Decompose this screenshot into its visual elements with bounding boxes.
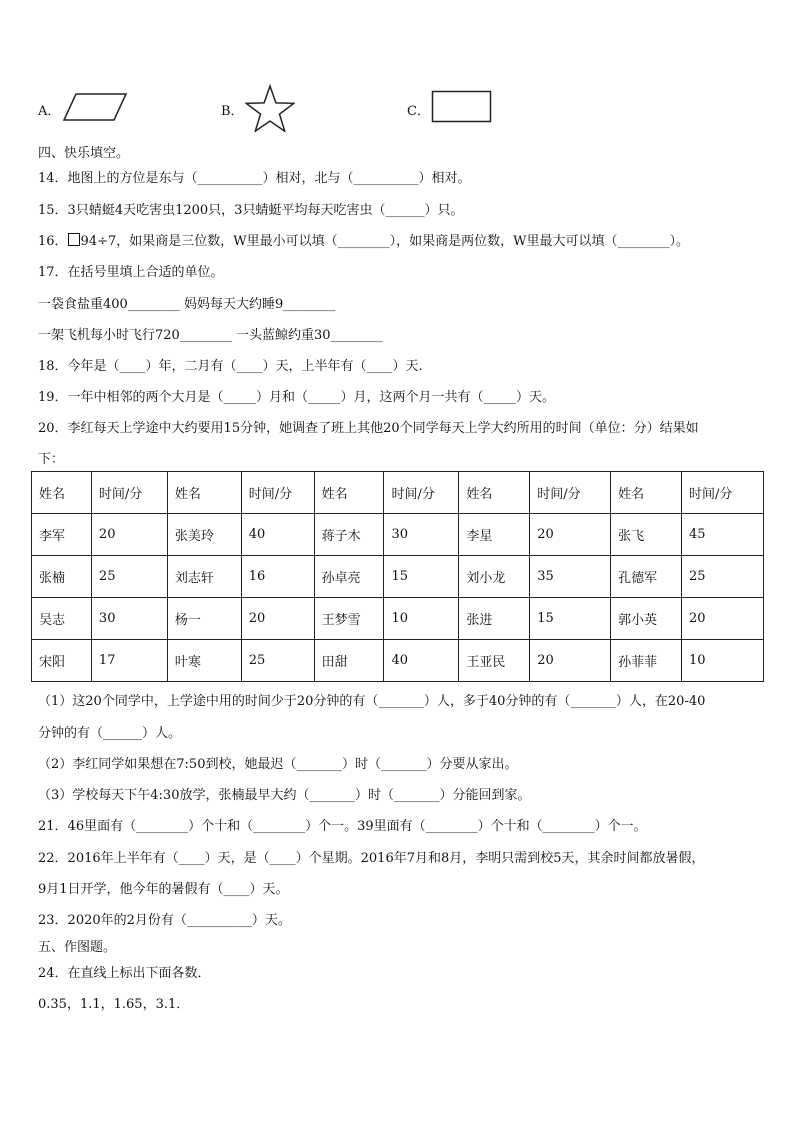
commute-time-table xyxy=(31,471,764,682)
table-cell: 吴志 xyxy=(32,598,92,640)
table-cell: 20 xyxy=(241,598,314,640)
table-cell: 孙卓亮 xyxy=(314,556,384,598)
table-cell: 杨一 xyxy=(167,598,241,640)
table-cell: 张进 xyxy=(459,598,530,640)
table-cell: 35 xyxy=(530,556,611,598)
table-header-cell: 时间/分 xyxy=(241,472,314,514)
table-cell: 20 xyxy=(530,514,611,556)
table-cell: 孔德军 xyxy=(611,556,682,598)
table-row xyxy=(32,556,764,598)
table-cell: 张飞 xyxy=(611,514,682,556)
table-cell: 王亚民 xyxy=(459,640,530,682)
question-20: 20．李红每天上学途中大约要用15分钟，她调查了班上其他20个同学每天上学大约所用的时间（单位：分）结果如 xyxy=(38,421,699,436)
table-cell: 宋阳 xyxy=(32,640,92,682)
table-row xyxy=(32,640,764,682)
table-cell: 16 xyxy=(241,556,314,598)
question-20-part-2: （2）李红同学如果想在7:50到校，她最迟（_______）时（_______）分要从家出。 xyxy=(38,757,518,772)
option-c-label: C． xyxy=(407,104,430,119)
question-16 xyxy=(38,230,689,249)
question-19: 19．一年中相邻的两个大月是（_____）月和（_____）月，这两个月一共有（_____）天。 xyxy=(38,390,556,405)
table-header-row xyxy=(32,472,764,514)
table-header-cell: 时间/分 xyxy=(91,472,167,514)
table-cell: 20 xyxy=(91,514,167,556)
table-cell: 45 xyxy=(682,514,764,556)
question-20-part-1-cont: 分钟的有（______）人。 xyxy=(38,726,182,741)
table-cell: 20 xyxy=(682,598,764,640)
question-23: 23．2020年的2月份有（__________）天。 xyxy=(38,913,291,928)
table-cell: 20 xyxy=(530,640,611,682)
table-cell: 李军 xyxy=(32,514,92,556)
question-24-numbers: 0.35，1.1，1.65，3.1． xyxy=(38,997,190,1012)
table-cell: 30 xyxy=(384,514,459,556)
question-16-text: 94÷7，如果商是三位数，W里最小可以填（________），如果商是两位数，W里最大可以填（________）。 xyxy=(80,234,689,249)
table-cell: 张美玲 xyxy=(167,514,241,556)
table-header-cell: 姓名 xyxy=(459,472,530,514)
table-cell: 叶寒 xyxy=(167,640,241,682)
question-20-cont: 下： xyxy=(38,452,65,467)
question-16-number: 16． xyxy=(38,234,68,249)
table-cell: 张楠 xyxy=(32,556,92,598)
table-header-cell: 姓名 xyxy=(32,472,92,514)
table-cell: 25 xyxy=(91,556,167,598)
question-21: 21．46里面有（________）个十和（________）个一。39里面有（________）个十和（________）个一。 xyxy=(38,819,647,834)
table-cell: 40 xyxy=(384,640,459,682)
star-icon xyxy=(245,84,295,132)
option-a-label: A． xyxy=(38,104,61,119)
table-cell: 李星 xyxy=(459,514,530,556)
table-header-cell: 时间/分 xyxy=(682,472,764,514)
table-cell: 10 xyxy=(682,640,764,682)
table-header-cell: 姓名 xyxy=(611,472,682,514)
question-14: 14．地图上的方位是东与（__________）相对，北与（__________）相对。 xyxy=(38,171,471,186)
table-cell: 10 xyxy=(384,598,459,640)
table-cell: 郭小英 xyxy=(611,598,682,640)
question-20-part-3: （3）学校每天下午4:30放学，张楠最早大约（_______）时（_______）分能回到家。 xyxy=(38,788,531,803)
table-cell: 40 xyxy=(241,514,314,556)
section-five-title: 五、作图题。 xyxy=(38,940,117,955)
question-15: 15．3只蜻蜓4天吃害虫1200只，3只蜻蜓平均每天吃害虫（______）只。 xyxy=(38,203,464,218)
square-box-icon xyxy=(68,233,80,246)
table-cell: 30 xyxy=(91,598,167,640)
parallelogram-icon xyxy=(62,92,128,122)
question-22-cont: 9月1日开学，他今年的暑假有（____）天。 xyxy=(38,882,289,897)
table-header-cell: 姓名 xyxy=(167,472,241,514)
table-cell: 15 xyxy=(530,598,611,640)
question-18: 18．今年是（____）年，二月有（____）天，上半年有（____）天. xyxy=(38,359,423,374)
table-cell: 17 xyxy=(91,640,167,682)
table-row xyxy=(32,598,764,640)
option-b-label: B． xyxy=(221,104,244,119)
table-cell: 25 xyxy=(241,640,314,682)
question-17-line-1: 一袋食盐重400________ 妈妈每天大约睡9________ xyxy=(38,297,336,312)
question-20-part-1: （1）这20个同学中，上学途中用的时间少于20分钟的有（_______）人，多于40分钟的有（_______）人，在20-40 xyxy=(38,694,706,709)
section-four-title: 四、快乐填空。 xyxy=(38,146,130,161)
table-cell: 刘志轩 xyxy=(167,556,241,598)
table-header-cell: 姓名 xyxy=(314,472,384,514)
table-cell: 王梦雪 xyxy=(314,598,384,640)
table-cell: 田甜 xyxy=(314,640,384,682)
question-17-line-2: 一架飞机每小时飞行720________ 一头蓝鲸约重30________ xyxy=(38,328,383,343)
table-cell: 蒋子木 xyxy=(314,514,384,556)
table-header-cell: 时间/分 xyxy=(530,472,611,514)
table-header-cell: 时间/分 xyxy=(384,472,459,514)
table-cell: 刘小龙 xyxy=(459,556,530,598)
table-cell: 15 xyxy=(384,556,459,598)
question-17: 17．在括号里填上合适的单位。 xyxy=(38,265,224,280)
table-cell: 孙菲菲 xyxy=(611,640,682,682)
rectangle-icon xyxy=(431,90,493,124)
table-row xyxy=(32,514,764,556)
question-24: 24．在直线上标出下面各数． xyxy=(38,966,211,981)
table-cell: 25 xyxy=(682,556,764,598)
question-22: 22．2016年上半年有（____）天，是（____）个星期。2016年7月和8月，李明只需到校5天，其余时间都放暑假， xyxy=(38,851,705,866)
